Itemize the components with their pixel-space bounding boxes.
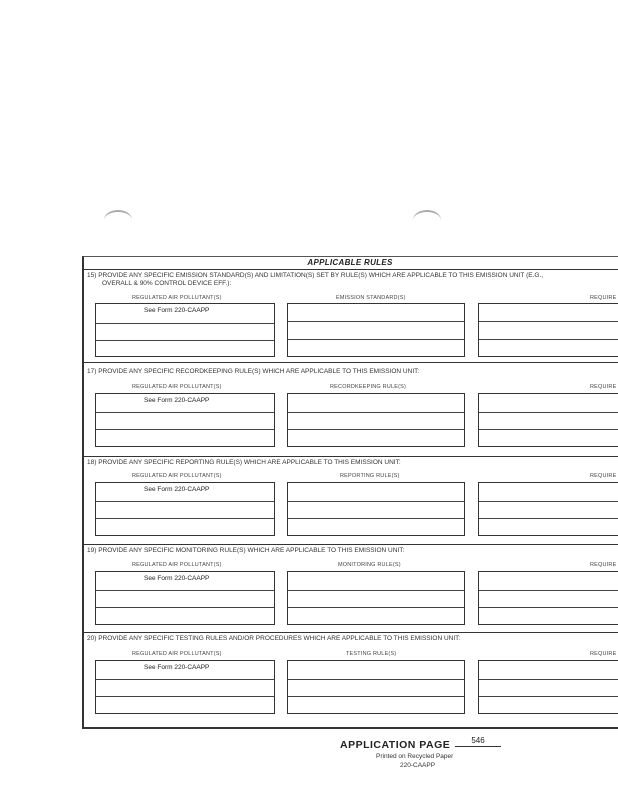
- punch-hole-mark-left: [104, 210, 132, 230]
- column-header-rule: REPORTING RULE(S): [340, 473, 400, 479]
- section-monitoring: [82, 544, 618, 633]
- rule-box[interactable]: [287, 660, 465, 714]
- section-question-line2: OVERALL & 90% CONTROL DEVICE EFF.):: [102, 280, 232, 287]
- column-header-rule: EMISSION STANDARD(S): [336, 295, 406, 301]
- column-header-pollutant: REGULATED AIR POLLUTANT(S): [132, 651, 222, 657]
- required-box[interactable]: [478, 393, 618, 447]
- page-number: 546: [455, 736, 501, 747]
- printed-on-note: Printed on Recycled Paper: [376, 753, 454, 760]
- pollutant-box[interactable]: [95, 482, 275, 536]
- rule-box[interactable]: [287, 482, 465, 536]
- section-testing: [82, 632, 618, 724]
- rule-box[interactable]: [287, 393, 465, 447]
- section-reporting: [82, 456, 618, 545]
- pollutant-box[interactable]: [95, 393, 275, 447]
- column-header-required: REQUIRE: [590, 651, 617, 657]
- required-box[interactable]: [478, 660, 618, 714]
- pollutant-box[interactable]: [95, 660, 275, 714]
- column-header-pollutant: REGULATED AIR POLLUTANT(S): [132, 473, 222, 479]
- punch-hole-mark-right: [413, 210, 441, 230]
- column-header-required: REQUIRE: [590, 562, 617, 568]
- see-form-note: See Form 220-CAAPP: [144, 397, 210, 404]
- rule-box[interactable]: [287, 571, 465, 625]
- column-header-required: REQUIRE: [590, 295, 617, 301]
- section-question: 15) PROVIDE ANY SPECIFIC EMISSION STANDARD(S) AND LIMITATION(S) SET BY RULE(S) WHICH ARE APPLICABLE TO THIS EMISSION UNIT (E.G.,: [87, 272, 544, 279]
- application-page-label: APPLICATION PAGE: [340, 739, 451, 751]
- see-form-note: See Form 220-CAAPP: [144, 307, 210, 314]
- section-question: 19) PROVIDE ANY SPECIFIC MONITORING RULE(S) WHICH ARE APPLICABLE TO THIS EMISSION UNIT:: [87, 547, 405, 554]
- see-form-note: See Form 220-CAAPP: [144, 575, 210, 582]
- section-question: 18) PROVIDE ANY SPECIFIC REPORTING RULE(S) WHICH ARE APPLICABLE TO THIS EMISSION UNIT:: [87, 459, 401, 466]
- required-box[interactable]: [478, 482, 618, 536]
- rule-box[interactable]: [287, 303, 465, 357]
- column-header-rule: MONITORING RULE(S): [338, 562, 401, 568]
- form-code: 220-CAAPP: [400, 762, 436, 769]
- column-header-rule: RECORDKEEPING RULE(S): [330, 384, 407, 390]
- see-form-note: See Form 220-CAAPP: [144, 486, 210, 493]
- column-header-rule: TESTING RULE(S): [346, 651, 397, 657]
- pollutant-box[interactable]: [95, 303, 275, 357]
- form-title: APPLICABLE RULES: [82, 258, 618, 270]
- column-header-required: REQUIRE: [590, 473, 617, 479]
- section-emission-standards: [82, 270, 618, 363]
- section-recordkeeping: [82, 364, 618, 457]
- pollutant-box[interactable]: [95, 571, 275, 625]
- column-header-pollutant: REGULATED AIR POLLUTANT(S): [132, 295, 222, 301]
- see-form-note: See Form 220-CAAPP: [144, 664, 210, 671]
- column-header-pollutant: REGULATED AIR POLLUTANT(S): [132, 562, 222, 568]
- section-question: 17) PROVIDE ANY SPECIFIC RECORDKEEPING RULE(S) WHICH ARE APPLICABLE TO THIS EMISSION UNIT:: [87, 368, 420, 375]
- required-box[interactable]: [478, 303, 618, 357]
- column-header-pollutant: REGULATED AIR POLLUTANT(S): [132, 384, 222, 390]
- section-question: 20) PROVIDE ANY SPECIFIC TESTING RULES AND/OR PROCEDURES WHICH ARE APPLICABLE TO THIS EMISSION UNIT:: [87, 635, 461, 642]
- column-header-required: REQUIRE: [590, 384, 617, 390]
- required-box[interactable]: [478, 571, 618, 625]
